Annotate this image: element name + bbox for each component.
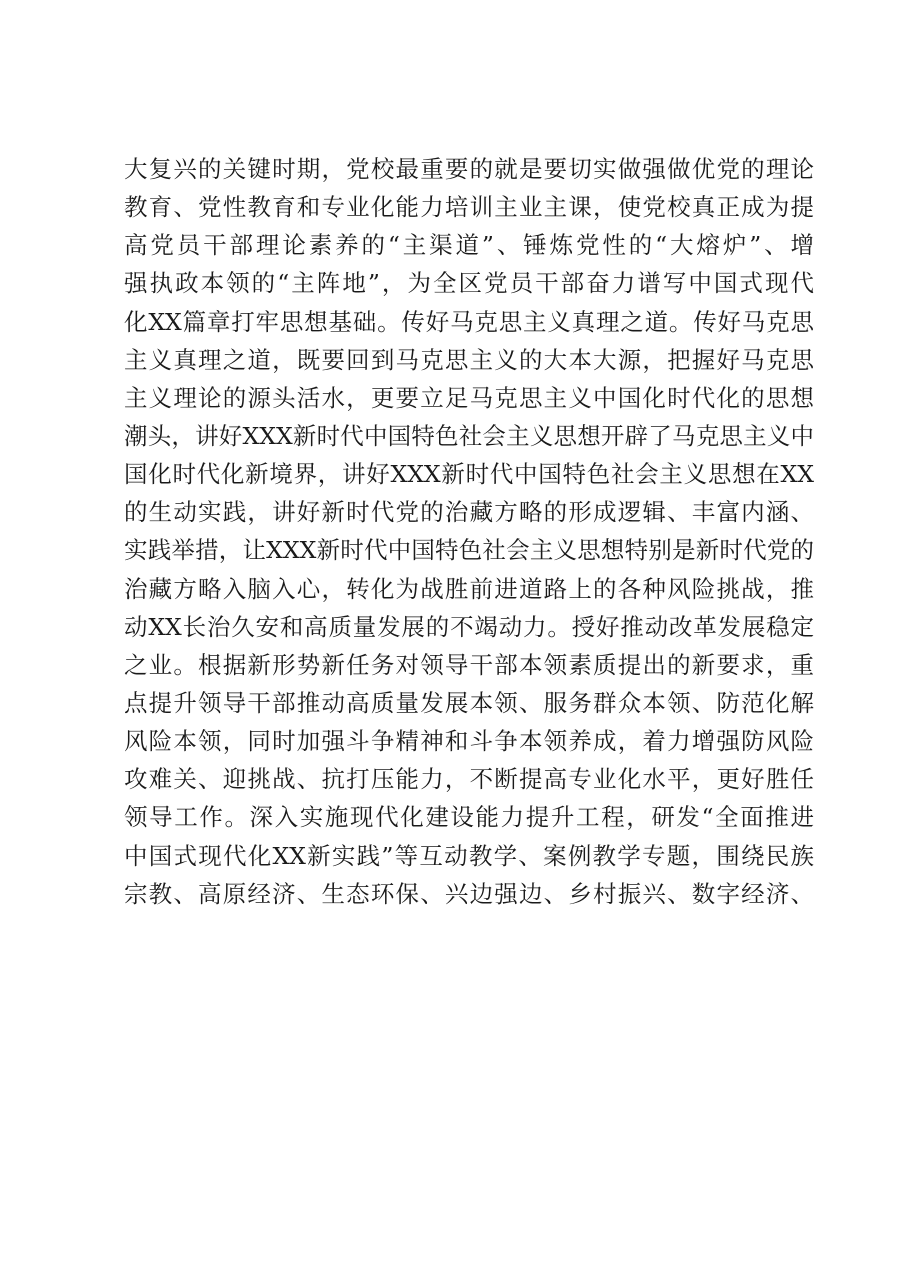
text-line: 化XX篇章打牢思想基础。传好马克思主义真理之道。传好马克思 bbox=[124, 307, 814, 336]
text-line: 领导工作。深入实施现代化建设能力提升工程，研发“全面推进 bbox=[124, 803, 814, 832]
text-line: 强执政本领的“主阵地”，为全区党员干部奋力谱写中国式现代 bbox=[124, 269, 814, 298]
text-line: 教育、党性教育和专业化能力培训主业主课，使党校真正成为提 bbox=[124, 193, 814, 222]
text-line: 主义理论的源头活水，更要立足马克思主义中国化时代化的思想 bbox=[124, 383, 814, 412]
text-line: 国化时代化新境界，讲好XXX新时代中国特色社会主义思想在XX bbox=[124, 460, 814, 489]
text-line: 的生动实践，讲好新时代党的治藏方略的形成逻辑、丰富内涵、 bbox=[124, 498, 814, 527]
text-line: 主义真理之道，既要回到马克思主义的大本大源，把握好马克思 bbox=[124, 345, 814, 374]
text-line: 中国式现代化XX新实践”等互动教学、案例教学专题，围绕民族 bbox=[124, 841, 814, 870]
text-line: 潮头，讲好XXX新时代中国特色社会主义思想开辟了马克思主义中 bbox=[124, 421, 814, 450]
text-line: 之业。根据新形势新任务对领导干部本领素质提出的新要求，重 bbox=[124, 650, 814, 679]
text-line: 大复兴的关键时期，党校最重要的就是要切实做强做优党的理论 bbox=[124, 155, 814, 183]
text-line: 宗教、高原经济、生态环保、兴边强边、乡村振兴、数字经济、 bbox=[124, 879, 814, 908]
text-line: 点提升领导干部推动高质量发展本领、服务群众本领、防范化解 bbox=[124, 688, 814, 717]
text-line: 动XX长治久安和高质量发展的不竭动力。授好推动改革发展稳定 bbox=[124, 612, 814, 641]
text-line: 风险本领，同时加强斗争精神和斗争本领养成，着力增强防风险 bbox=[124, 727, 814, 756]
text-line: 治藏方略入脑入心，转化为战胜前进道路上的各种风险挑战，推 bbox=[124, 574, 814, 603]
text-line: 实践举措，让XXX新时代中国特色社会主义思想特别是新时代党的 bbox=[124, 536, 814, 565]
text-line: 攻难关、迎挑战、抗打压能力，不断提高专业化水平，更好胜任 bbox=[124, 765, 814, 794]
body-text bbox=[124, 150, 814, 913]
text-line: 高党员干部理论素养的“主渠道”、锤炼党性的“大熔炉”、增 bbox=[124, 231, 814, 260]
